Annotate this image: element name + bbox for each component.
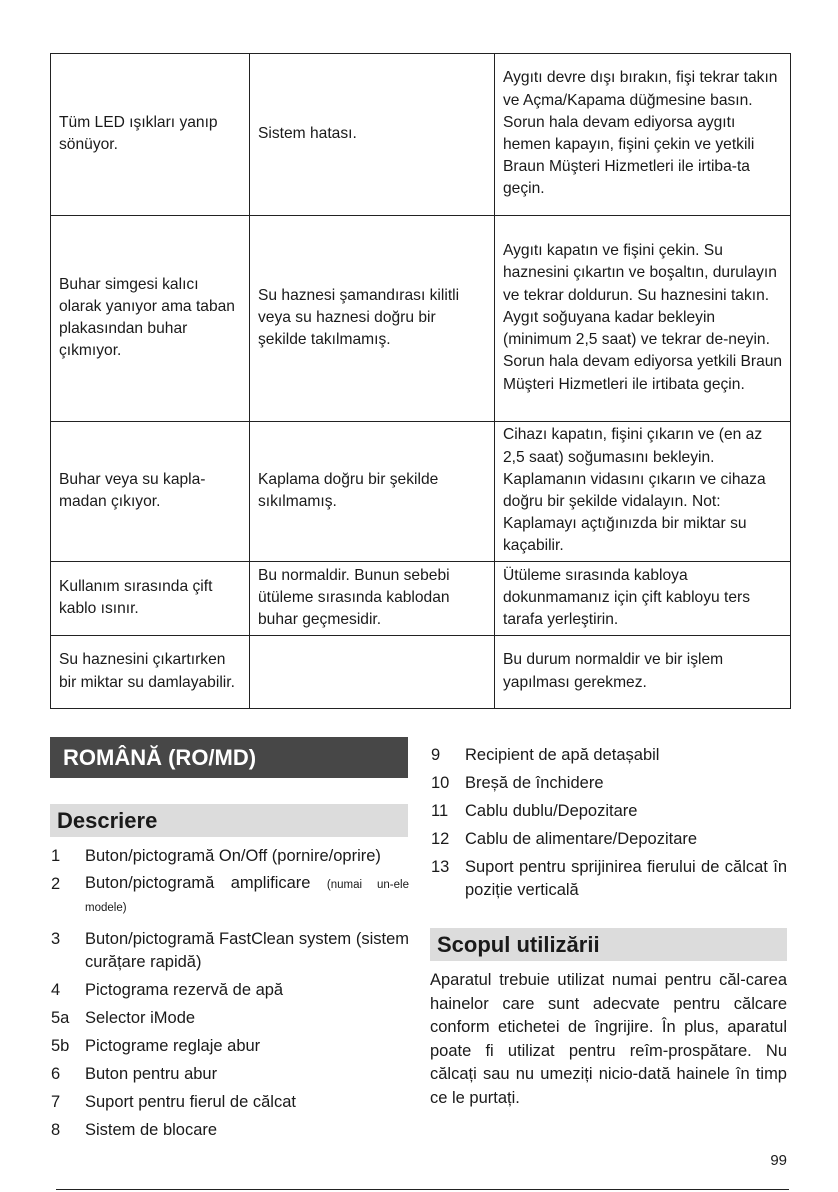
page-number: 99 xyxy=(770,1152,787,1169)
item-text: Buton pentru abur xyxy=(85,1065,218,1083)
description-heading: Descriere xyxy=(50,804,408,837)
table-row xyxy=(51,216,791,422)
table-row xyxy=(51,54,791,216)
item-text: Recipient de apă detașabil xyxy=(465,746,660,764)
footer-divider xyxy=(56,1189,789,1190)
cause-cell: Kaplama doğru bir şekilde sıkılmamış. xyxy=(250,422,495,562)
problem-cell: Buhar veya su kapla-madan çıkıyor. xyxy=(51,422,250,562)
list-item xyxy=(431,800,787,823)
item-number: 4 xyxy=(51,981,61,999)
list-item xyxy=(51,1007,409,1030)
solution-cell: Bu durum normaldir ve bir işlem yapılması gerekmez. xyxy=(495,636,791,709)
problem-cell: Buhar simgesi kalıcı olarak yanıyor ama taban plakasından buhar çıkmıyor. xyxy=(51,216,250,422)
item-number: 3 xyxy=(51,930,61,948)
item-text: Cablu dublu/Depozitare xyxy=(465,802,638,820)
list-item xyxy=(51,1091,409,1114)
list-item xyxy=(431,772,787,795)
cause-cell: Bu normaldir. Bunun sebebi ütüleme sırasında kablodan buhar geçmesidir. xyxy=(250,562,495,636)
cause-cell: Su haznesi şamandırası kilitli veya su haznesi doğru bir şekilde takılmamış. xyxy=(250,216,495,422)
purpose-heading: Scopul utilizării xyxy=(430,928,787,961)
item-number: 6 xyxy=(51,1065,61,1083)
item-text: Buton/pictogramă amplificare xyxy=(85,874,327,892)
problem-cell: Kullanım sırasında çift kablo ısınır. xyxy=(51,562,250,636)
cause-cell: Sistem hatası. xyxy=(250,54,495,216)
item-text: Suport pentru sprijinirea fierului de călcat în poziție verticală xyxy=(465,858,787,899)
item-number: 1 xyxy=(51,847,61,865)
item-text: Cablu de alimentare/Depozitare xyxy=(465,830,698,848)
item-text: Sistem de blocare xyxy=(85,1121,218,1139)
item-text: Breșă de închidere xyxy=(465,774,604,792)
table-row xyxy=(51,636,791,709)
language-heading: ROMÂNĂ (RO/MD) xyxy=(50,737,408,778)
solution-cell: Aygıtı devre dışı bırakın, fişi tekrar takın ve Açma/Kapama düğmesine basın. Sorun hala devam ediyorsa aygıtı hemen kapayın, fişini çekin ve yetkili Braun Müşteri Hizmetleri ile irtiba-ta geçin. xyxy=(495,54,791,216)
item-number: 12 xyxy=(431,830,450,848)
item-number: 8 xyxy=(51,1121,61,1139)
item-number: 9 xyxy=(431,746,441,764)
item-text: Suport pentru fierul de călcat xyxy=(85,1093,296,1111)
table-row xyxy=(51,562,791,636)
list-item xyxy=(51,1035,409,1058)
item-note: (numai un-ele modele) xyxy=(85,879,409,914)
solution-cell: Cihazı kapatın, fişini çıkarın ve (en az 2,5 saat) soğumasını bekleyin. Kaplamanın vidasını çıkarın ve cihaza doğru bir şekilde vidalayın. Not: Kaplamayı açtığınızda bir miktar su kaçabilir. xyxy=(495,422,791,562)
item-number: 7 xyxy=(51,1093,61,1111)
solution-cell: Aygıtı kapatın ve fişini çekin. Su haznesini çıkartın ve boşaltın, durulayın ve tekrar doldurun. Su haznesini takın. Aygıt soğuyana kadar bekleyin (minimum 2,5 saat) ve tekrar de-neyin. Sorun hala devam ediyorsa yetkili Braun Müşteri Hizmetleri ile irtibata geçin. xyxy=(495,216,791,422)
list-item xyxy=(51,979,409,1002)
list-item xyxy=(51,845,409,868)
parts-list-right xyxy=(431,744,787,902)
problem-cell: Tüm LED ışıkları yanıp sönüyor. xyxy=(51,54,250,216)
item-text: Selector iMode xyxy=(85,1009,196,1027)
solution-cell: Ütüleme sırasında kabloya dokunmamanız için çift kabloyu ters tarafa yerleştirin. xyxy=(495,562,791,636)
item-number: 5a xyxy=(51,1009,70,1027)
item-text: Buton/pictogramă On/Off (pornire/oprire) xyxy=(85,847,381,865)
item-text: Pictograma rezervă de apă xyxy=(85,981,284,999)
item-text: Buton/pictogramă FastClean system (sistem curățare rapidă) xyxy=(85,930,409,971)
item-number: 11 xyxy=(431,802,449,820)
purpose-text: Aparatul trebuie utilizat numai pentru căl-carea hainelor care sunt adecvate pentru călcare conform etichetei de îngrijire. În plus, aparatul poate fi utilizat pentru reîm-prospătare. Nu călcați sau nu umeziți nicio-dată hainele în timp ce le purtați. xyxy=(430,971,787,1107)
item-number: 10 xyxy=(431,774,450,792)
list-item xyxy=(51,1063,409,1086)
list-item xyxy=(431,828,787,851)
list-item xyxy=(51,928,409,974)
parts-list-left xyxy=(51,845,409,1142)
troubleshooting-table xyxy=(50,53,791,709)
item-number: 2 xyxy=(51,875,61,893)
list-item xyxy=(51,1119,409,1142)
item-number: 13 xyxy=(431,858,450,876)
list-item xyxy=(51,873,409,919)
item-number: 5b xyxy=(51,1037,70,1055)
list-item xyxy=(431,744,787,767)
item-text: Pictograme reglaje abur xyxy=(85,1037,261,1055)
problem-cell: Su haznesini çıkartırken bir miktar su damlayabilir. xyxy=(51,636,250,709)
table-row xyxy=(51,422,791,562)
list-item xyxy=(431,856,787,902)
cause-cell xyxy=(250,636,495,709)
